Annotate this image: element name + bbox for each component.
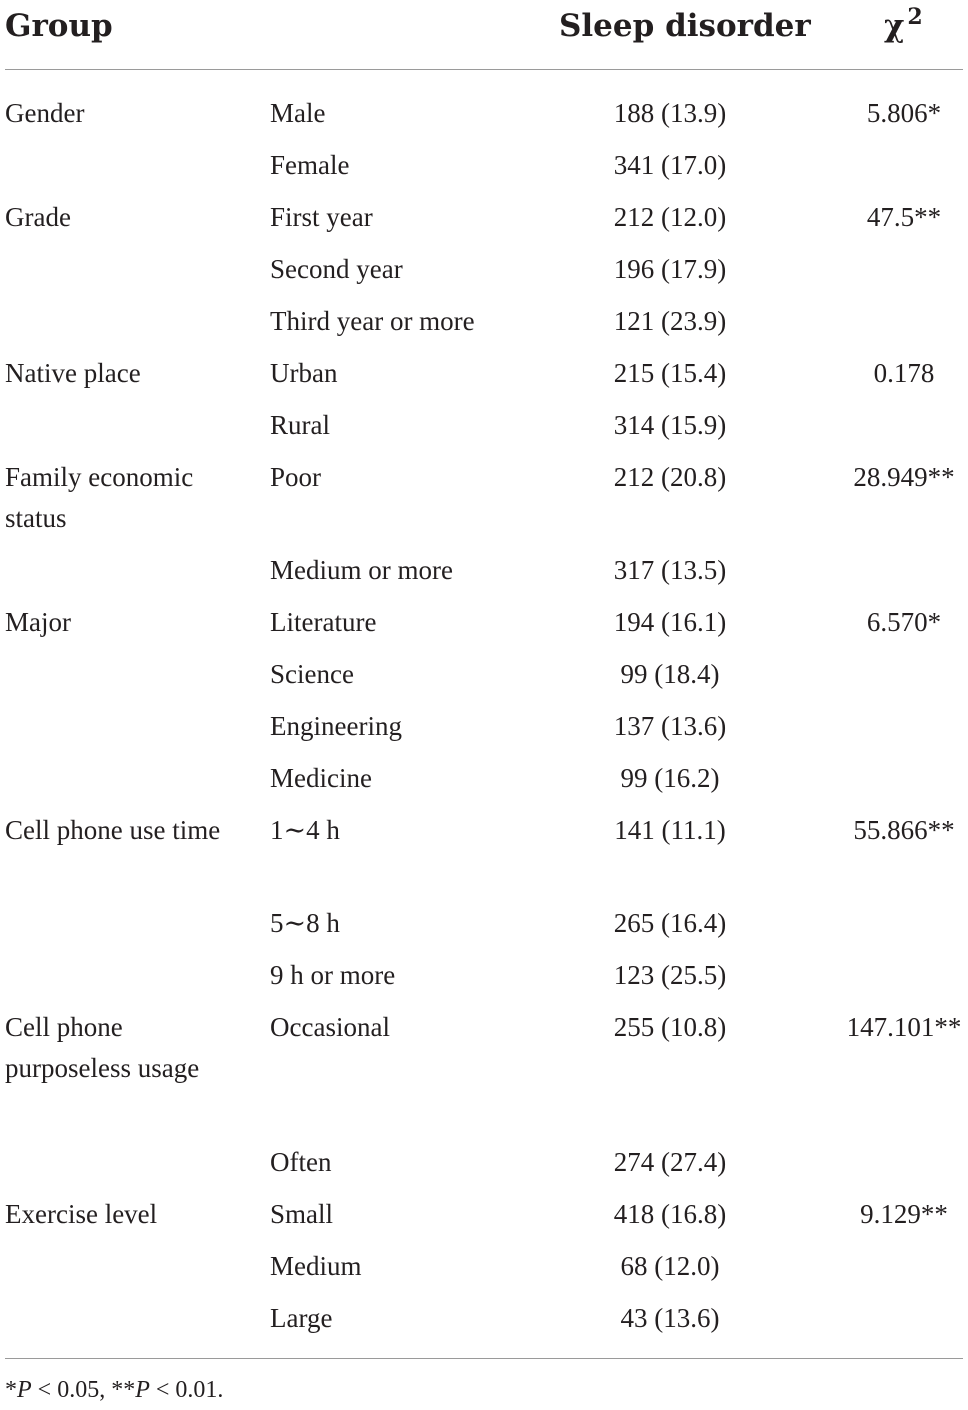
subgroup-cell: 5∼8 h <box>270 908 340 938</box>
footnote-star-1: * <box>5 1377 17 1403</box>
subgroup-cell: Rural <box>270 410 330 440</box>
group-cell: Family economic status <box>5 462 194 533</box>
chi-superscript: 2 <box>907 4 923 30</box>
table-header <box>0 0 968 56</box>
sleep-cell: 194 (16.1) <box>613 607 727 637</box>
header-group: Group <box>5 8 113 44</box>
subgroup-cell: 1∼4 h <box>270 815 340 845</box>
group-cell: Exercise level <box>5 1199 158 1229</box>
header-sleep-disorder: Sleep disorder <box>559 8 811 44</box>
subgroup-cell: Occasional <box>270 1012 390 1042</box>
sleep-cell: 188 (13.9) <box>613 98 727 128</box>
group-cell: Cell phone use time <box>5 815 221 845</box>
sleep-cell: 255 (10.8) <box>613 1012 727 1042</box>
sleep-cell: 212 (20.8) <box>613 462 727 492</box>
sleep-cell: 341 (17.0) <box>613 150 727 180</box>
subgroup-cell: Medicine <box>270 763 372 793</box>
chi-cell: 47.5** <box>866 202 942 232</box>
sleep-cell: 215 (15.4) <box>613 358 727 388</box>
subgroup-cell: Science <box>270 659 354 689</box>
subgroup-cell: Male <box>270 98 326 128</box>
sleep-cell: 68 (12.0) <box>620 1251 720 1281</box>
subgroup-cell: Urban <box>270 358 338 388</box>
sleep-cell: 314 (15.9) <box>613 410 727 440</box>
subgroup-cell: Engineering <box>270 711 402 741</box>
footnote-cond-1: < 0.05, <box>31 1377 112 1403</box>
subgroup-cell: Poor <box>270 462 322 492</box>
subgroup-cell: Female <box>270 150 350 180</box>
sleep-cell: 274 (27.4) <box>613 1147 727 1177</box>
sleep-cell: 137 (13.6) <box>613 711 727 741</box>
footnote-star-2: ** <box>111 1377 136 1403</box>
chi-cell: 55.866** <box>853 815 955 845</box>
subgroup-cell: First year <box>270 202 373 232</box>
subgroup-cell: 9 h or more <box>270 960 396 990</box>
chi-cell: 147.101** <box>846 1012 962 1042</box>
footnote-p-2: P <box>135 1377 150 1403</box>
chi-cell: 9.129** <box>860 1199 948 1229</box>
sleep-cell: 99 (18.4) <box>620 659 720 689</box>
header-rule <box>5 69 963 70</box>
sleep-cell: 212 (12.0) <box>613 202 727 232</box>
group-cell: Cell phone purposeless usage <box>5 1012 200 1083</box>
subgroup-cell: Small <box>270 1199 334 1229</box>
header-chi-square <box>884 2 923 53</box>
sleep-cell: 123 (25.5) <box>613 960 727 990</box>
chi-cell: 5.806* <box>866 98 942 128</box>
group-cell: Gender <box>5 98 85 128</box>
sleep-cell: 317 (13.5) <box>613 555 727 585</box>
sleep-cell: 121 (23.9) <box>613 306 727 336</box>
chi-cell: 6.570* <box>866 607 942 637</box>
subgroup-cell: Medium <box>270 1251 362 1281</box>
chi-cell: 28.949** <box>853 462 955 492</box>
subgroup-cell: Often <box>270 1147 332 1177</box>
sleep-cell: 418 (16.8) <box>613 1199 727 1229</box>
subgroup-cell: Literature <box>270 607 377 637</box>
subgroup-cell: Medium or more <box>270 555 453 585</box>
group-cell: Grade <box>5 202 71 232</box>
footnote-cond-2: < 0.01. <box>149 1377 224 1403</box>
sleep-cell: 196 (17.9) <box>613 254 727 284</box>
table-footnote <box>5 1370 223 1410</box>
group-cell: Major <box>5 607 71 637</box>
footer-rule <box>5 1358 963 1359</box>
chi-symbol: χ <box>884 8 905 44</box>
subgroup-cell: Large <box>270 1303 333 1333</box>
footnote-p-1: P <box>17 1377 32 1403</box>
sleep-cell: 43 (13.6) <box>620 1303 720 1333</box>
group-cell: Native place <box>5 358 141 388</box>
chi-cell: 0.178 <box>873 358 935 388</box>
sleep-cell: 99 (16.2) <box>620 763 720 793</box>
subgroup-cell: Second year <box>270 254 403 284</box>
subgroup-cell: Third year or more <box>270 306 475 336</box>
sleep-cell: 141 (11.1) <box>614 815 726 845</box>
sleep-cell: 265 (16.4) <box>613 908 727 938</box>
